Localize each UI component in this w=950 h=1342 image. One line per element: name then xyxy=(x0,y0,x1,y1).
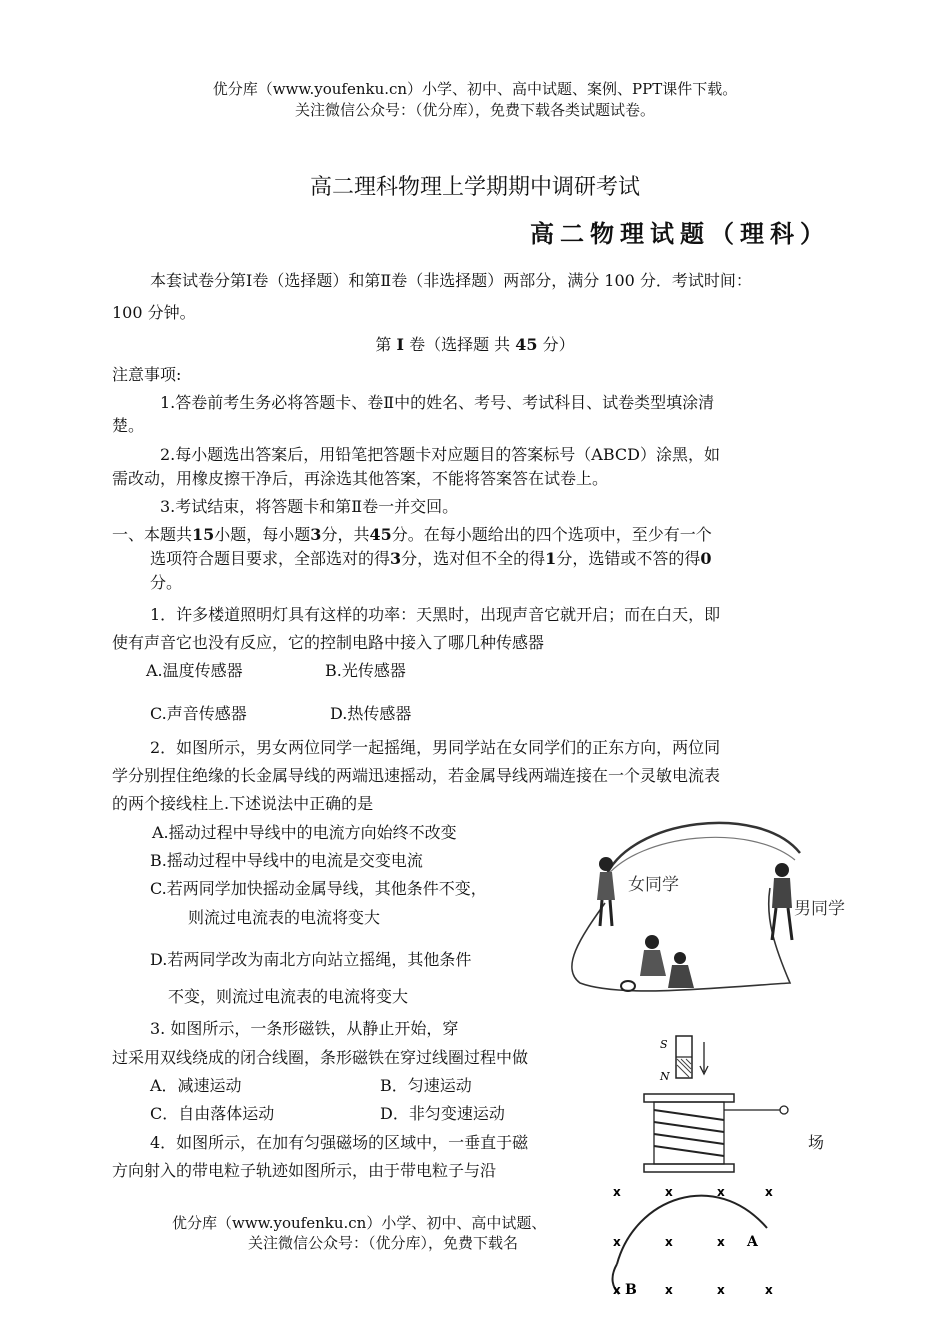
magnetic-field-figure xyxy=(595,1178,795,1308)
q1-line-1: 1．许多楼道照明灯具有这样的功率：天黑时，出现声音它就开启；而在白天，即 xyxy=(150,605,721,624)
section-score: 45 xyxy=(515,335,538,354)
part1-a: 一、本题共 xyxy=(112,525,193,544)
q2-option-a: A.摇动过程中导线中的电流方向始终不改变 xyxy=(152,823,457,842)
section-prefix: 第 xyxy=(375,335,392,354)
bar-magnet-icon xyxy=(676,1036,692,1078)
q2-option-d-line-2: 不变，则流过电流表的电流将变大 xyxy=(168,987,409,1006)
down-arrow-icon xyxy=(700,1042,708,1074)
q2-option-c-line-1: C.若两同学加快摇动金属导线，其他条件不变， xyxy=(150,879,487,898)
rope-skipping-figure xyxy=(560,808,860,1008)
field-x-mark: x xyxy=(665,1235,673,1249)
point-a-label: A xyxy=(747,1234,758,1250)
q1-option-d: D.热传感器 xyxy=(330,704,412,723)
note-1-line-2: 楚。 xyxy=(112,416,145,435)
intro-line-1: 本套试卷分第Ⅰ卷（选择题）和第Ⅱ卷（非选择题）两部分，满分 100 分．考试时间： xyxy=(150,271,752,290)
part1-per: 3 xyxy=(310,525,322,544)
part1-full: 3 xyxy=(390,549,402,568)
magnet-n-label: N xyxy=(660,1070,670,1083)
field-x-mark: x xyxy=(665,1283,673,1297)
footer-line-1: 优分库（www.youfenku.cn）小学、初中、高中试题、 xyxy=(172,1214,547,1232)
section-roman: I xyxy=(396,335,404,354)
part1-line-2 xyxy=(150,546,711,569)
part1-line-1 xyxy=(112,522,712,545)
part1-line2a: 选项符合题目要求，全部选对的得 xyxy=(150,549,391,568)
q1-option-b: B.光传感器 xyxy=(325,661,406,680)
female-student-icon xyxy=(597,857,615,926)
magnet-s-label: S xyxy=(660,1038,668,1051)
field-x-mark: x xyxy=(665,1185,673,1199)
exam-title: 高二理科物理上学期期中调研考试 xyxy=(309,175,640,200)
magnet-coil-figure xyxy=(640,1030,800,1180)
q3-option-c: C．自由落体运动 xyxy=(150,1104,275,1123)
field-x-mark: x xyxy=(765,1283,773,1297)
q4-line-2: 方向射入的带电粒子轨迹如图所示，由于带电粒子与沿 xyxy=(112,1161,497,1180)
section-mid: 卷（选择题 共 xyxy=(409,335,511,354)
male-student-icon xyxy=(772,863,792,940)
q2-option-b: B.摇动过程中导线中的电流是交变电流 xyxy=(150,851,423,870)
q2-option-c-line-2: 则流过电流表的电流将变大 xyxy=(188,908,381,927)
header-line-2: 关注微信公众号：（优分库），免费下载各类试题试卷。 xyxy=(294,101,655,119)
q4-line-1a: 4．如图所示，在加有匀强磁场的区域中，一垂直于磁 xyxy=(150,1133,529,1152)
q3-option-d: D．非匀变速运动 xyxy=(380,1104,505,1123)
field-x-mark: x xyxy=(613,1235,621,1249)
part1-d: 分。在每小题给出的四个选项中，至少有一个 xyxy=(391,525,712,544)
header-line-1: 优分库（www.youfenku.cn）小学、初中、高中试题、案例、PPT课件下载。 xyxy=(212,80,738,98)
section-heading xyxy=(0,332,950,355)
notes-title: 注意事项: xyxy=(112,365,182,384)
intro-line-2: 100 分钟。 xyxy=(112,303,196,322)
label-male-student: 男同学 xyxy=(794,899,845,919)
q1-option-c: C.声音传感器 xyxy=(150,704,247,723)
part1-line2b: 分，选对但不全的得 xyxy=(401,549,546,568)
q2-option-d-line-1: D.若两同学改为南北方向站立摇绳，其他条件 xyxy=(150,950,472,969)
part1-c: 分，共 xyxy=(321,525,370,544)
part1-line2c: 分，选错或不答的得 xyxy=(556,549,701,568)
q4-line-1b: 场 xyxy=(808,1133,825,1152)
field-x-mark: x xyxy=(717,1235,725,1249)
part1-partial: 1 xyxy=(545,549,557,568)
field-x-mark: x xyxy=(717,1185,725,1199)
note-3: 3.考试结束，将答题卡和第Ⅱ卷一并交回。 xyxy=(160,497,459,516)
part1-b: 小题，每小题 xyxy=(214,525,311,544)
exam-subtitle: 高二物理试题（理科） xyxy=(530,219,830,248)
q1-option-a: A.温度传感器 xyxy=(146,661,243,680)
q3-line-2: 过采用双线绕成的闭合线圈，条形磁铁在穿过线圈过程中做 xyxy=(112,1048,529,1067)
footer-line-2: 关注微信公众号：（优分库），免费下载名 xyxy=(248,1234,519,1252)
field-x-mark: x xyxy=(717,1283,725,1297)
part1-count: 15 xyxy=(192,525,215,544)
q1-line-2: 使有声音它也没有反应，它的控制电路中接入了哪几种传感器 xyxy=(112,633,545,652)
students-with-meter-icon xyxy=(621,935,694,991)
q2-line-2: 学分别捏住绝缘的长金属导线的两端迅速摇动，若金属导线两端连接在一个灵敏电流表 xyxy=(112,766,721,785)
section-suffix: 分） xyxy=(542,335,575,354)
coil-icon xyxy=(644,1094,788,1172)
q3-option-b: B．匀速运动 xyxy=(380,1076,472,1095)
note-1-line-1: 1.答卷前考生务必将答题卡、卷Ⅱ中的姓名、考号、考试科目、试卷类型填涂清 xyxy=(160,393,715,412)
q3-option-a: A．减速运动 xyxy=(150,1076,242,1095)
part1-line-3: 分。 xyxy=(150,573,183,592)
q2-line-1: 2．如图所示，男女两位同学一起摇绳，男同学站在女同学们的正东方向，两位同 xyxy=(150,738,721,757)
q3-line-1: 3. 如图所示，一条形磁铁，从静止开始，穿 xyxy=(150,1019,459,1038)
part1-zero: 0 xyxy=(700,549,712,568)
point-b-label: B xyxy=(625,1282,637,1298)
field-x-mark: x xyxy=(613,1185,621,1199)
note-2-line-1: 2.每小题选出答案后，用铅笔把答题卡对应题目的答案标号（ABCD）涂黑，如 xyxy=(160,445,720,464)
label-female-student: 女同学 xyxy=(628,875,679,895)
field-x-mark: x xyxy=(613,1283,621,1297)
part1-total: 45 xyxy=(369,525,392,544)
q2-line-3: 的两个接线柱上.下述说法中正确的是 xyxy=(112,794,374,813)
note-2-line-2: 需改动，用橡皮擦干净后，再涂选其他答案，不能将答案答在试卷上。 xyxy=(112,469,609,488)
field-x-mark: x xyxy=(765,1185,773,1199)
